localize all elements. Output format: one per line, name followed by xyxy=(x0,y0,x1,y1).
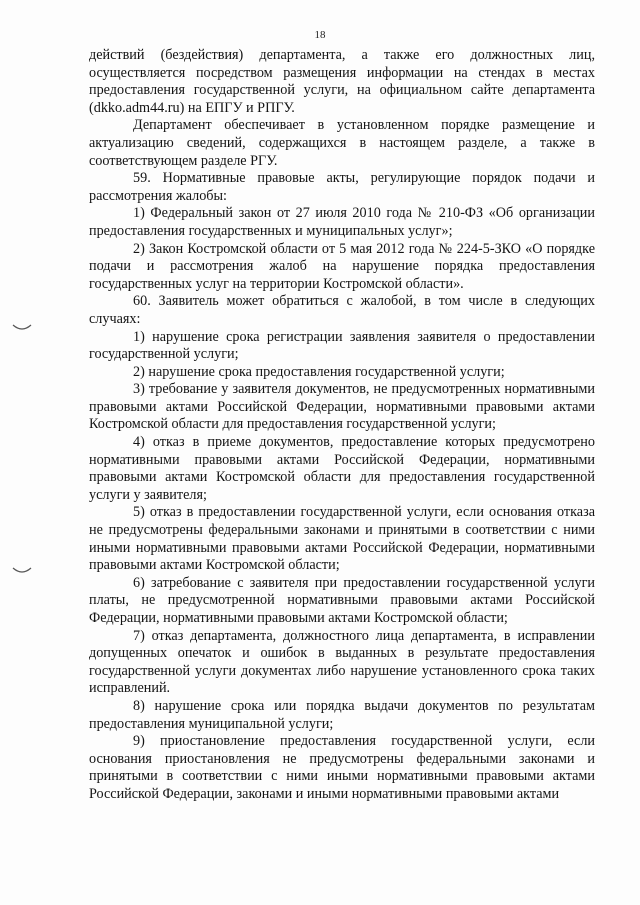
list-item-60-6: 6) затребование с заявителя при предоставлении государственной услуги платы, не предусмотренной нормативными правовыми актами Российской Федерации, нормативными правовыми актами Костромской области; xyxy=(89,574,595,626)
page-number: 18 xyxy=(314,29,326,41)
paragraph-60-complaint-cases: 60. Заявитель может обратиться с жалобой, в том числе в следующих случаях: xyxy=(89,293,595,327)
list-item-60-2: 2) нарушение срока предоставления государственной услуги; xyxy=(133,363,505,380)
list-item-60-5: 5) отказ в предоставлении государственной услуги, если основания отказа не предусмотрены федеральными законами и принятыми в соответствии с ними иными нормативными правовыми актами Российской Федерации, нормативными правовыми актами Костромской области; xyxy=(89,504,595,574)
list-item-59-1: 1) Федеральный закон от 27 июля 2010 года № 210-ФЗ «Об организации предоставления государственных и муниципальных услуг»; xyxy=(89,205,595,239)
paragraph-department-publication: Департамент обеспечивает в установленном порядке размещение и актуализацию сведений, содержащихся в настоящем разделе, а также в соответствующем разделе РГУ. xyxy=(89,117,595,169)
document-body xyxy=(89,47,595,804)
list-item-60-1: 1) нарушение срока регистрации заявления заявителя о предоставлении государственной услуги; xyxy=(89,328,595,363)
paragraph-continuation: действий (бездействия) департамента, а также его должностных лиц, осуществляется посредством размещения информации на стендах в местах предоставления государственной услуги, на официальном сайте департамента (dkko.adm44.ru) на ЕПГУ и РПГУ. xyxy=(89,47,595,116)
binding-hole-mark-lower xyxy=(12,566,32,574)
list-item-60-7: 7) отказ департамента, должностного лица департамента, в исправлении допущенных опечаток и ошибок в выданных в результате предоставления государственной услуги документах либо нарушение установленного срока таких исправлений. xyxy=(89,627,595,697)
list-item-60-9: 9) приостановление предоставления государственной услуги, если основания приостановления не предусмотрены федеральными законами и принятыми в соответствии с ними иными нормативными правовыми актами Российской Федерации, законами и иными нормативными правовыми актами xyxy=(89,733,595,802)
list-item-60-8: 8) нарушение срока или порядка выдачи документов по результатам предоставления муниципальной услуги; xyxy=(89,697,595,732)
binding-hole-mark-upper xyxy=(12,323,32,331)
paragraph-59-legal-acts: 59. Нормативные правовые акты, регулирующие порядок подачи и рассмотрения жалобы: xyxy=(89,170,595,204)
list-item-59-2: 2) Закон Костромской области от 5 мая 2012 года № 224-5-ЗКО «О порядке подачи и рассмотрения жалоб на нарушение порядка предоставления государственных услуг на территории Костромской области». xyxy=(89,240,595,292)
list-item-60-3: 3) требование у заявителя документов, не предусмотренных нормативными правовыми актами Российской Федерации, нормативными правовыми актами Костромской области для предоставления государственной услуги; xyxy=(89,381,595,433)
list-item-60-4: 4) отказ в приеме документов, предоставление которых предусмотрено нормативными правовыми актами Российской Федерации, нормативными правовыми актами Костромской области для предоставления государственной услуги у заявителя; xyxy=(89,434,595,503)
